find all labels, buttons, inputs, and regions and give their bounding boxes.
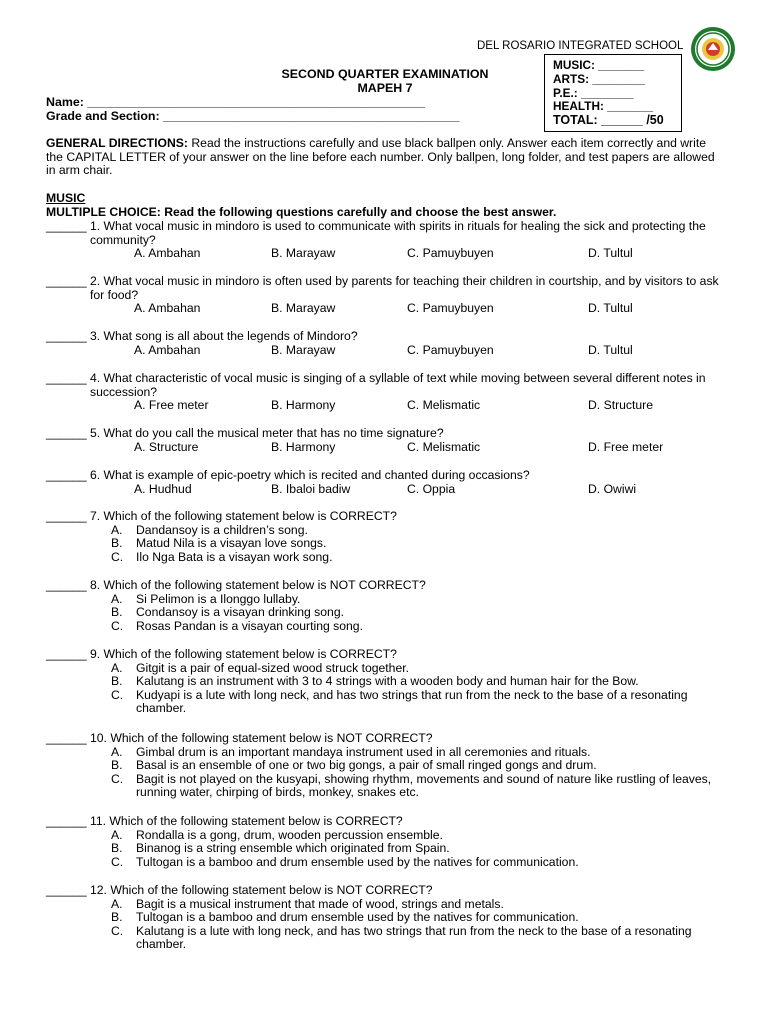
option-letter: B.	[111, 841, 123, 856]
answer-blank[interactable]: ______	[46, 731, 87, 745]
answer-blank[interactable]: ______	[46, 578, 87, 592]
option-text: Kalutang is a lute with long neck, and has two strings that run from the neck to the base of a resonating chamber.	[136, 923, 692, 952]
answer-blank[interactable]: ______	[46, 329, 87, 343]
exam-title	[230, 67, 540, 95]
question-5	[46, 427, 726, 455]
option-b	[90, 842, 726, 856]
directions-text: Read the instructions carefully and use black ballpen only. Answer each item correctly and write the CAPITAL LETTER of your answer on the line before each number. Only ballpen, long folder, and test papers are allowed in arm chair.	[46, 136, 715, 178]
choice-d: D. Owiwi	[588, 481, 637, 496]
option-a	[90, 898, 726, 912]
name-field[interactable]: Name: _________________________________________________	[46, 95, 425, 109]
answer-blank[interactable]: ______	[46, 814, 87, 828]
option-letter: B.	[111, 536, 123, 551]
score-total: TOTAL: ______ /50	[553, 113, 664, 128]
option-a	[90, 593, 726, 607]
answer-blank[interactable]: ______	[46, 883, 87, 897]
option-text: Basal is an ensemble of one or two big gongs, a pair of small ringed gongs and drum.	[136, 758, 597, 773]
option-letter: A.	[111, 660, 123, 675]
choice-d: D. Free meter	[588, 439, 664, 454]
question-12	[46, 884, 726, 952]
option-text: Dandansoy is a children’s song.	[136, 522, 308, 537]
score-pe: P.E.: ________	[553, 85, 634, 100]
option-letter: A.	[111, 896, 123, 911]
answer-blank[interactable]: ______	[46, 219, 87, 233]
option-text: Gitgit is a pair of equal-sized wood struck together.	[136, 660, 410, 675]
option-letter: C.	[111, 854, 124, 869]
option-b	[90, 911, 726, 925]
choice-c: C. Pamuybuyen	[407, 342, 494, 357]
choice-b: B. Marayaw	[271, 301, 336, 316]
question-9	[46, 648, 726, 716]
option-b	[90, 606, 726, 620]
option-letter: C.	[111, 771, 124, 786]
option-letter: A.	[111, 744, 123, 759]
option-letter: B.	[111, 758, 123, 773]
question-8	[46, 579, 726, 633]
choice-c: C. Pamuybuyen	[407, 246, 494, 261]
choice-c: C. Pamuybuyen	[407, 301, 494, 316]
choice-b: B. Marayaw	[271, 342, 336, 357]
answer-blank[interactable]: ______	[46, 509, 87, 523]
choice-d: D. Structure	[588, 398, 654, 413]
option-letter: C.	[111, 549, 124, 564]
question-text: 11. Which of the following statement below is CORRECT?	[90, 814, 403, 828]
question-6	[46, 469, 726, 497]
option-b	[90, 537, 726, 551]
option-text: Rosas Pandan is a visayan courting song.	[136, 618, 363, 633]
option-letter: A.	[111, 591, 123, 606]
option-c	[90, 551, 726, 565]
question-text: 6. What is example of epic-poetry which is recited and chanted during occasions?	[90, 468, 530, 482]
section-title-music: MUSIC	[46, 191, 86, 205]
choice-d: D. Tultul	[588, 342, 633, 357]
option-text: Si Pelimon is a Ilonggo lullaby.	[136, 591, 301, 606]
option-a	[90, 662, 726, 676]
choice-a: A. Ambahan	[134, 246, 201, 261]
question-text: 9. Which of the following statement below is CORRECT?	[90, 647, 397, 661]
choice-b: B. Harmony	[271, 398, 336, 413]
option-letter: B.	[111, 910, 123, 925]
option-c	[90, 620, 726, 634]
option-letter: B.	[111, 605, 123, 620]
choice-c: C. Melismatic	[407, 398, 481, 413]
question-text: 3. What song is all about the legends of Mindoro?	[90, 329, 358, 343]
grade-section-field[interactable]: Grade and Section: ___________________________________________	[46, 109, 460, 123]
choice-b: B. Harmony	[271, 439, 336, 454]
multiple-choice-instruction: MULTIPLE CHOICE: Read the following questions carefully and choose the best answer.	[46, 205, 557, 219]
answer-blank[interactable]: ______	[46, 468, 87, 482]
choice-b: B. Marayaw	[271, 246, 336, 261]
question-text: 7. Which of the following statement below is CORRECT?	[90, 509, 397, 523]
question-7	[46, 510, 726, 564]
option-text: Tultogan is a bamboo and drum ensemble used by the natives for communication.	[136, 854, 579, 869]
option-text: Matud Nila is a visayan love songs.	[136, 536, 327, 551]
option-text: Ilo Nga Bata is a visayan work song.	[136, 549, 333, 564]
question-10	[46, 732, 726, 800]
answer-blank[interactable]: ______	[46, 274, 87, 288]
choice-c: C. Oppia	[407, 481, 456, 496]
option-letter: C.	[111, 618, 124, 633]
option-text: Kudyapi is a lute with long neck, and has two strings that run from the neck to the base of a resonating chamber.	[136, 687, 688, 716]
option-text: Tultogan is a bamboo and drum ensemble used by the natives for communication.	[136, 910, 579, 925]
general-directions	[46, 137, 724, 178]
choice-c: C. Melismatic	[407, 439, 481, 454]
option-text: Bagit is a musical instrument that made of wood, strings and metals.	[136, 896, 504, 911]
choice-a: A. Structure	[134, 439, 199, 454]
choice-a: A. Free meter	[134, 398, 209, 413]
choice-a: A. Hudhud	[134, 481, 192, 496]
directions-label: GENERAL DIRECTIONS:	[46, 136, 188, 150]
option-b	[90, 675, 726, 689]
choice-a: A. Ambahan	[134, 342, 201, 357]
option-text: Bagit is not played on the kusyapi, showing rhythm, movements and sound of nature like rustling of leaves, running water, chirping of birds, monkey, snakes etc.	[136, 771, 712, 800]
question-text: 5. What do you call the musical meter that has no time signature?	[90, 426, 444, 440]
option-text: Condansoy is a visayan drinking song.	[136, 605, 344, 620]
question-text: 12. Which of the following statement below is NOT CORRECT?	[90, 883, 433, 897]
score-box	[544, 54, 682, 132]
question-4	[46, 372, 726, 413]
question-text: 10. Which of the following statement below is NOT CORRECT?	[90, 731, 433, 745]
answer-blank[interactable]: ______	[46, 426, 87, 440]
school-seal-logo	[690, 26, 736, 72]
answer-blank[interactable]: ______	[46, 371, 87, 385]
choice-a: A. Ambahan	[134, 301, 201, 316]
option-c	[90, 689, 726, 716]
option-text: Rondalla is a gong, drum, wooden percussion ensemble.	[136, 827, 443, 842]
question-3	[46, 330, 726, 358]
option-c	[90, 925, 726, 952]
answer-blank[interactable]: ______	[46, 647, 87, 661]
exam-subject: MAPEH 7	[357, 81, 413, 96]
option-a	[90, 746, 726, 760]
option-letter: C.	[111, 923, 124, 938]
option-letter: B.	[111, 674, 123, 689]
score-health: HEALTH: _______	[553, 99, 654, 114]
option-letter: A.	[111, 827, 123, 842]
option-a	[90, 524, 726, 538]
question-1	[46, 220, 726, 261]
score-music: MUSIC: _______	[553, 58, 645, 72]
school-name: DEL ROSARIO INTEGRATED SCHOOL	[477, 40, 684, 52]
choice-d: D. Tultul	[588, 301, 633, 316]
option-b	[90, 759, 726, 773]
exam-title-text: SECOND QUARTER EXAMINATION	[281, 67, 489, 81]
score-arts: ARTS: ________	[553, 71, 645, 86]
choice-b: B. Ibaloi badiw	[271, 481, 351, 496]
question-11	[46, 815, 726, 869]
option-letter: A.	[111, 522, 123, 537]
option-text: Gimbal drum is an important mandaya instrument used in all ceremonies and rituals.	[136, 744, 591, 759]
option-a	[90, 829, 726, 843]
option-text: Kalutang is an instrument with 3 to 4 strings with a wooden body and human hair for the Bow.	[136, 674, 639, 689]
question-text: 2. What vocal music in mindoro is often used by parents for teaching their children in courtship, and by visitors to ask for food?	[90, 274, 719, 302]
option-letter: C.	[111, 687, 124, 702]
question-2	[46, 275, 726, 316]
question-text: 8. Which of the following statement below is NOT CORRECT?	[90, 578, 426, 592]
option-c	[90, 773, 726, 800]
question-text: 1. What vocal music in mindoro is used to communicate with spirits in rituals for healing the sick and protecting the community?	[90, 219, 706, 247]
question-text: 4. What characteristic of vocal music is singing of a syllable of text while moving between several different notes in succession?	[90, 371, 706, 399]
choice-d: D. Tultul	[588, 246, 633, 261]
option-text: Binanog is a string ensemble which originated from Spain.	[136, 841, 450, 856]
option-c	[90, 856, 726, 870]
